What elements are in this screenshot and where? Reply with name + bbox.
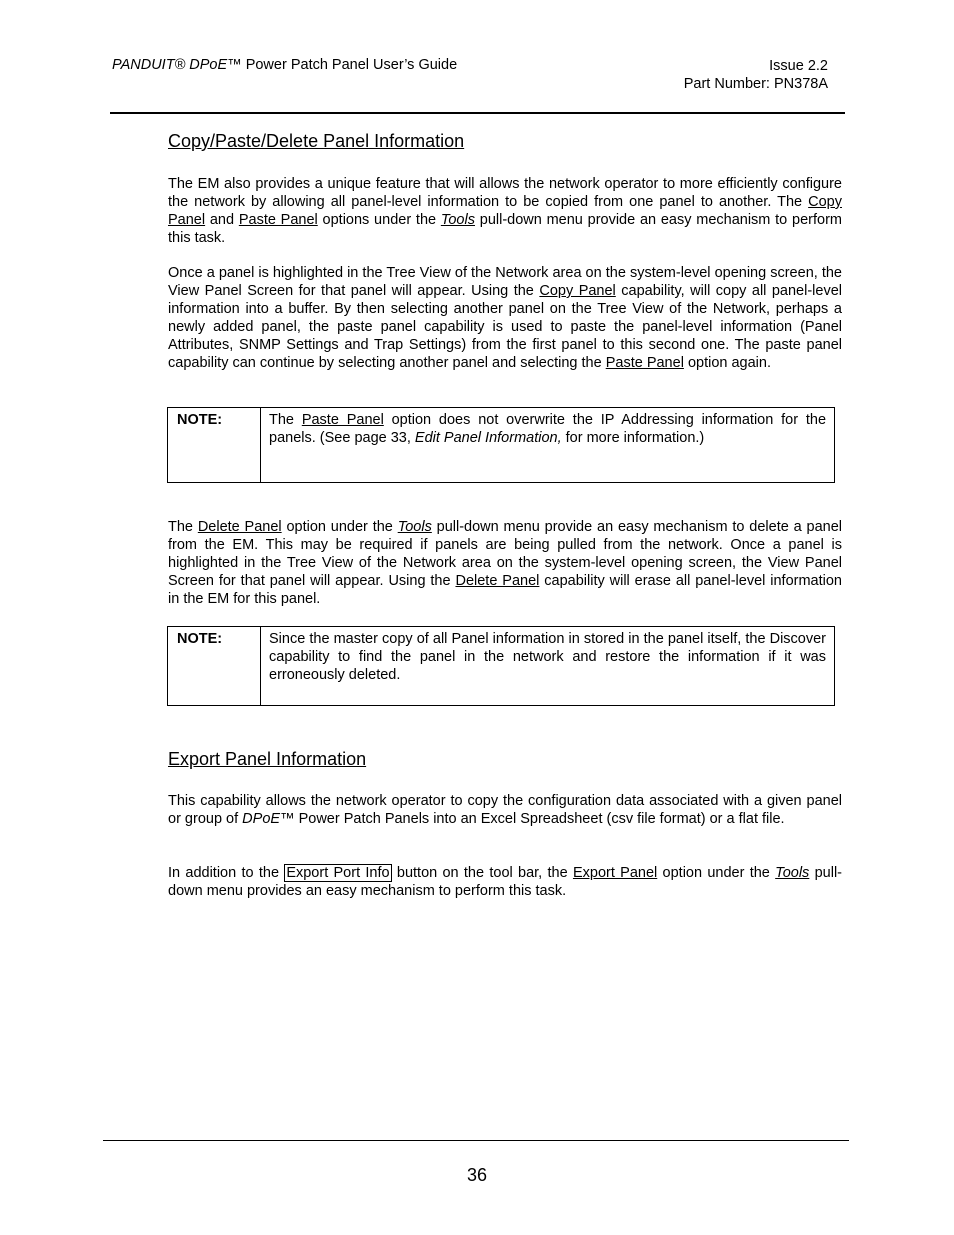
- text-run: The: [269, 412, 302, 428]
- text-run: pull-down menu provides an easy mechanism to perform this task.: [168, 865, 843, 899]
- menu-reference-export-panel: Export Panel: [572, 865, 658, 881]
- menu-reference-tools: Tools: [440, 212, 475, 228]
- text-run: option under the: [281, 519, 398, 535]
- section-title-export-panel: Export Panel Information: [168, 749, 367, 769]
- menu-reference-copy-panel: Copy Panel: [539, 283, 616, 299]
- text-run: pull-down menu provide an easy mechanism to perform this task.: [168, 212, 842, 246]
- text-run: The EM also provides a unique feature that will allows the network operator to more efficiently configure the network by allowing all panel-level information to be copied from one panel to another. The: [168, 176, 842, 210]
- paragraph-em-feature: [168, 175, 842, 247]
- menu-reference-paste-panel: Paste Panel: [238, 212, 318, 228]
- paragraph-delete-panel: [168, 518, 842, 608]
- menu-reference-tools: Tools: [775, 865, 810, 881]
- running-header-title: [112, 57, 457, 73]
- paragraph-copy-process: [168, 264, 842, 372]
- note-label: NOTE:: [168, 408, 261, 483]
- menu-reference-tools: Tools: [397, 519, 432, 535]
- note-label: NOTE:: [168, 627, 261, 706]
- paragraph-export-toolbar: [168, 864, 842, 900]
- text-run: and: [205, 212, 239, 228]
- text-run: options under the: [317, 212, 441, 228]
- text-run: pull-down menu provide an easy mechanism to delete a panel from the EM. This may be required if panels are being pulled from the network. Once a panel is highlighted in the Tree View of the Network area on the system-level opening screen, the View Panel Screen for that panel will appear. Using the: [168, 519, 842, 589]
- text-run: capability will erase all panel-level information in the EM for this panel.: [168, 573, 842, 607]
- page-number: 36: [466, 1165, 488, 1185]
- running-header-meta: [684, 57, 828, 93]
- text-run: This capability allows the network operator to copy the configuration data associated with a given panel or group of: [168, 793, 842, 827]
- menu-reference-delete-panel: Delete Panel: [197, 519, 282, 535]
- text-run: for more information.): [561, 430, 705, 446]
- text-run: option under the: [657, 865, 776, 881]
- menu-reference-delete-panel: Delete Panel: [455, 573, 540, 589]
- note-body: Since the master copy of all Panel information in stored in the panel itself, the Discover capability to find the panel in the network and restore the information if it was erroneously deleted.: [261, 627, 835, 706]
- note-box-paste: [167, 407, 835, 483]
- text-run: The: [168, 519, 198, 535]
- header-part-number: Part Number: PN378A: [683, 76, 828, 92]
- text-run: capability, will copy all panel-level information into a buffer. By then selecting another panel on the Tree View of the Network, perhaps a newly added panel, the paste panel capability is used to paste the panel-level information (Panel Attributes, SNMP Settings and Trap Settings) from the first panel to this second one. The paste panel capability can continue by selecting another panel and selecting the: [168, 283, 842, 371]
- paragraph-export-capability: [168, 792, 842, 828]
- text-run: button on the tool bar, the: [391, 865, 573, 881]
- note-body: [261, 408, 835, 483]
- cross-reference: Edit Panel Information,: [414, 430, 562, 446]
- note-box-master-copy: [167, 626, 835, 706]
- menu-reference-copy-panel: Copy Panel: [168, 194, 842, 228]
- export-port-info-button-reference: Export Port Info: [286, 865, 390, 881]
- text-run: option does not overwrite the IP Addressing information for the panels. (See page 33,: [269, 412, 827, 446]
- text-run: Power Patch Panels into an Excel Spreadsheet (csv file format) or a flat file.: [294, 811, 785, 827]
- header-title-rest: Power Patch Panel User’s Guide: [241, 57, 458, 73]
- menu-reference-paste-panel: Paste Panel: [605, 355, 684, 371]
- section-title-copy-paste-delete: Copy/Paste/Delete Panel Information: [168, 131, 465, 151]
- footer-rule: [103, 1140, 849, 1141]
- menu-reference-paste-panel: Paste Panel: [301, 412, 384, 428]
- text-run: In addition to the: [168, 865, 285, 881]
- text-run: Once a panel is highlighted in the Tree View of the Network area on the system-level opening screen, the View Panel Screen for that panel will appear. Using the: [168, 265, 842, 299]
- text-run: option again.: [683, 355, 771, 371]
- header-rule: [110, 112, 845, 114]
- header-brand: PANDUIT® DPoE™: [112, 57, 242, 73]
- header-issue: Issue 2.2: [769, 58, 828, 74]
- product-name: DPoE™: [242, 811, 295, 827]
